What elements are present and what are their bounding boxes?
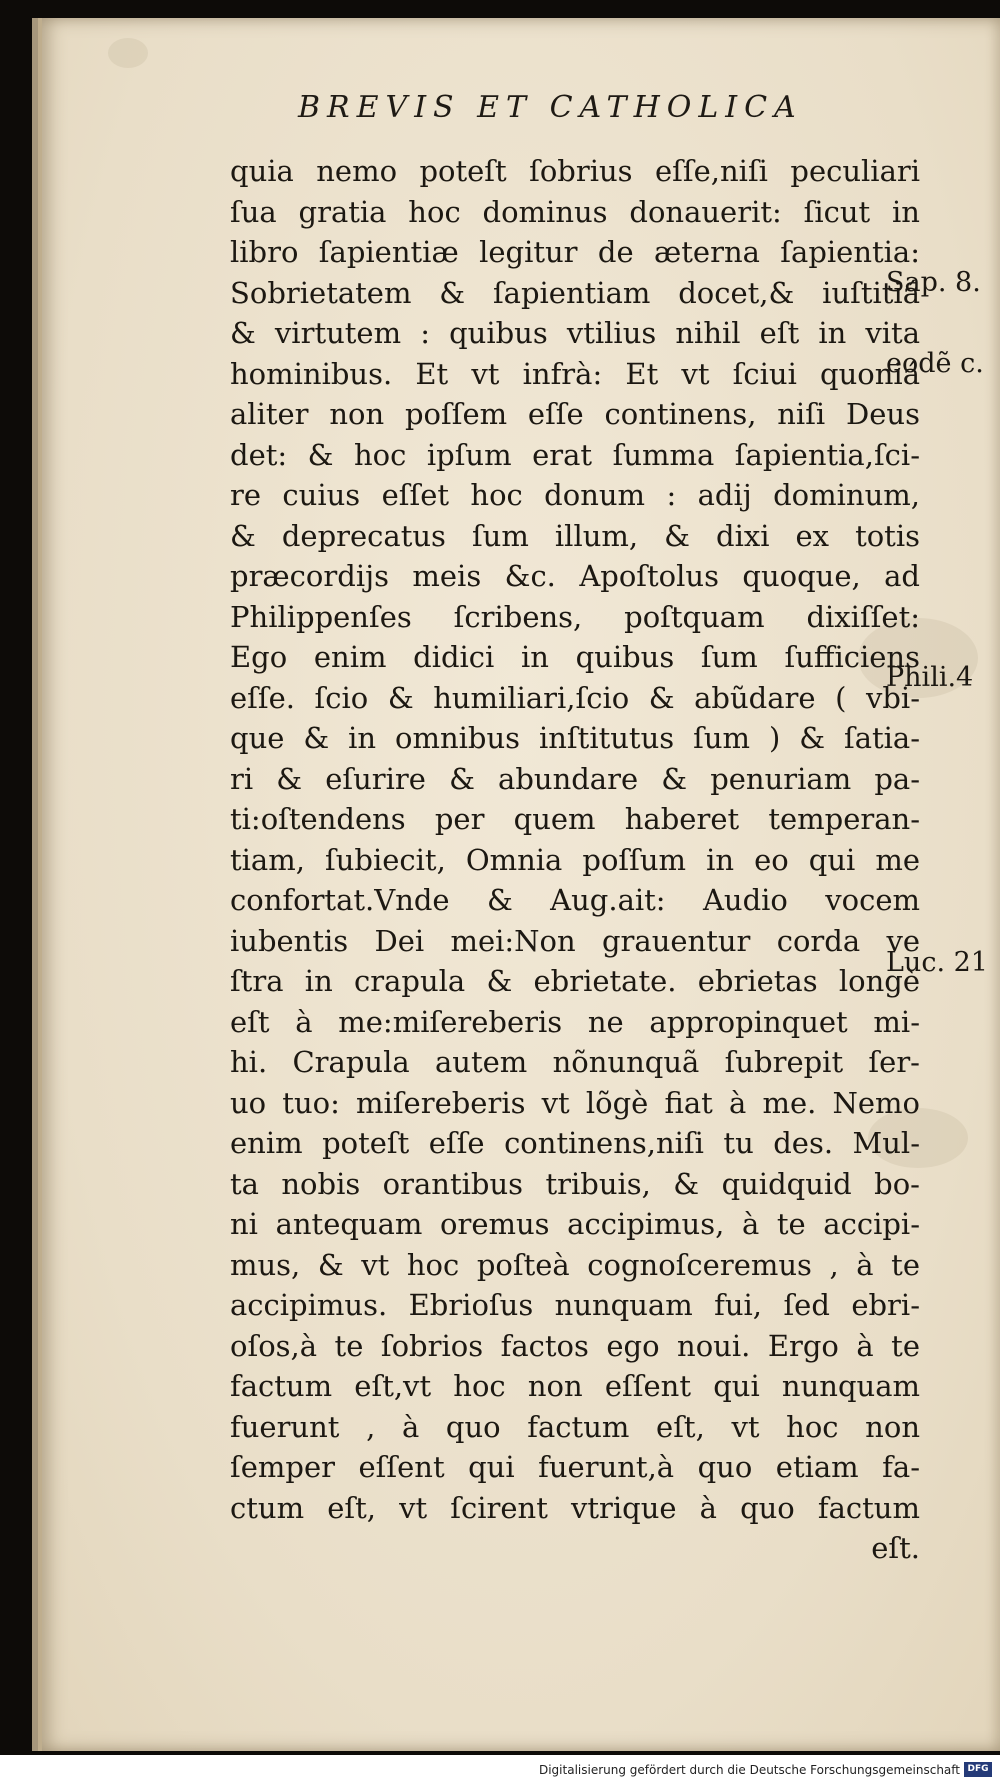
dfg-logo: DFG: [964, 1762, 992, 1777]
text-line: det: & hoc ipſum erat ſumma ſapientia,ſci-: [230, 437, 920, 472]
page-gutter: [38, 18, 42, 1751]
text-line: aliter non poſſem eſſe continens, niſi Deus: [230, 397, 920, 431]
text-line: eſſe. ſcio & humiliari,ſcio & abũdare ( vbi-: [230, 680, 920, 715]
margin-note-sap: Sap. 8.: [886, 267, 981, 298]
text-line: hominibus. Et vt infrà: Et vt ſciui quoniá: [230, 356, 920, 391]
text-line: factum eſt,vt hoc non eſſent qui nunquam: [230, 1369, 920, 1403]
text-line: hi. Crapula autem nõnunquã ſubrepit ſer-: [230, 1045, 920, 1079]
text-line: ti:oſtendens per quem haberet temperan-: [230, 802, 920, 836]
paper-stain: [108, 38, 148, 68]
text-line: ta nobis orantibus tribuis, & quidquid bo-: [230, 1166, 920, 1201]
text-line: tiam, ſubiecit, Omnia poſſum in eo qui me: [230, 842, 920, 877]
funding-credit: Digitalisierung gefördert durch die Deutsche Forschungsgemeinschaft: [538, 1763, 960, 1777]
text-line: ſtra in crapula & ebrietate. ebrietas longè: [230, 964, 920, 998]
text-line: oſos,à te ſobrios factos ego noui. Ergo à te: [230, 1328, 920, 1363]
body-text: [230, 151, 920, 1569]
running-title: BREVIS ET CATHOLICA: [298, 90, 803, 125]
text-line: eſt à me:miſereberis ne appropinquet mi-: [230, 1004, 920, 1039]
text-line: que & in omnibus inſtitutus ſum ) & ſatia-: [230, 721, 920, 755]
text-line: præcordijs meis &c. Apoſtolus quoque, ad: [230, 559, 920, 593]
text-line: confortat.Vnde & Aug.ait: Audio vocem: [230, 883, 920, 917]
text-line: re cuius eſſet hoc donum : adij dominum,: [230, 478, 920, 512]
text-line: fuerunt , à quo factum eſt, vt hoc non: [230, 1409, 920, 1444]
text-line: uo tuo: miſereberis vt lõgè fiat à me. Nemo: [230, 1085, 920, 1120]
margin-note-luc: Luc. 21: [886, 947, 988, 978]
text-line: mus, & vt hoc poſteà cognoſceremus , à te: [230, 1247, 920, 1282]
text-line: ctum eſt, vt ſcirent vtrique à quo factum: [230, 1490, 920, 1525]
margin-note-eodem: eodẽ c.: [886, 348, 984, 379]
text-line: Ego enim didici in quibus ſum ſufficiens: [230, 640, 920, 674]
text-line: accipimus. Ebrioſus nunquam fui, ſed ebri-: [230, 1288, 920, 1322]
margin-note-phili: Phili.4: [886, 662, 974, 693]
text-line: ni antequam oremus accipimus, à te accipi-: [230, 1207, 920, 1241]
text-line: enim poteſt eſſe continens,niſi tu des. Mul-: [230, 1126, 920, 1160]
text-line: ſemper eſſent qui fuerunt,à quo etiam fa-: [230, 1450, 920, 1484]
text-line: Philippenſes ſcribens, poſtquam dixiſſet:: [230, 599, 920, 634]
footer-bar: [0, 1755, 1000, 1787]
text-line: quia nemo poteſt ſobrius eſſe,niſi peculiari: [230, 154, 920, 188]
book-page: [32, 18, 1000, 1751]
text-line: Sobrietatem & ſapientiam docet,& iuſtitiá: [230, 275, 920, 310]
text-line: libro ſapientiæ legitur de æterna ſapientia:: [230, 235, 920, 269]
text-line: ri & eſurire & abundare & penuriam pa-: [230, 761, 920, 796]
text-line: & deprecatus ſum illum, & dixi ex totis: [230, 518, 920, 553]
text-line: & virtutem : quibus vtilius nihil eſt in vita: [230, 316, 920, 350]
text-line-last: eſt.: [871, 1531, 920, 1565]
text-line: ſua gratia hoc dominus donauerit: ſicut in: [230, 194, 920, 229]
text-line: iubentis Dei mei:Non grauentur corda ve: [230, 923, 920, 958]
